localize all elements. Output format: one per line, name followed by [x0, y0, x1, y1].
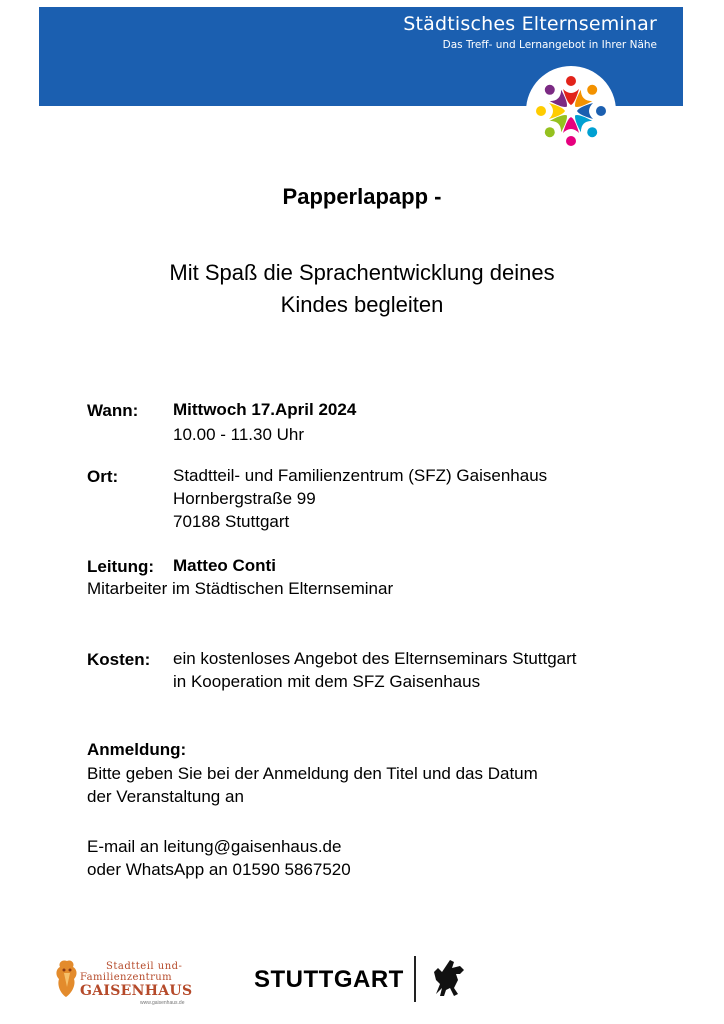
gaisenhaus-logo	[52, 955, 193, 1006]
anmeldung-line2: der Veranstaltung an	[87, 787, 244, 806]
kosten-line1: ein kostenloses Angebot des Elternseminars Stuttgart	[173, 649, 577, 668]
wann-time: 10.00 - 11.30 Uhr	[173, 425, 305, 444]
kosten-line2: in Kooperation mit dem SFZ Gaisenhaus	[173, 672, 481, 691]
stuttgart-wordmark: STUTTGART	[254, 966, 404, 993]
ort-line1: Stadtteil- und Familienzentrum (SFZ) Gaisenhaus	[173, 466, 548, 485]
anmeldung-text	[87, 762, 538, 808]
contact-whatsapp: oder WhatsApp an 01590 5867520	[87, 860, 351, 879]
elternseminar-logo-icon	[526, 66, 616, 156]
gaisenhaus-url: www.gaisenhaus.de	[140, 1000, 185, 1006]
contact-email: E-mail an leitung@gaisenhaus.de	[87, 837, 342, 856]
gaisenhaus-line2: Familienzentrum	[80, 972, 173, 983]
ort-line2: Hornbergstraße 99	[173, 489, 316, 508]
event-subtitle-line1: Mit Spaß die Sprachentwicklung deines	[169, 260, 555, 285]
kosten-label: Kosten:	[87, 650, 151, 669]
wann-date: Mittwoch 17.April 2024	[173, 400, 357, 419]
header-subtitle: Das Treff- und Lernangebot in Ihrer Nähe	[442, 39, 657, 51]
event-title: Papperlapapp -	[282, 184, 442, 209]
anmeldung-contact	[87, 835, 351, 881]
leitung-name: Matteo Conti	[173, 556, 276, 575]
ort-label: Ort:	[87, 467, 119, 486]
ort-line3: 70188 Stuttgart	[173, 512, 290, 531]
anmeldung-line1: Bitte geben Sie bei der Anmeldung den Titel und das Datum	[87, 764, 538, 783]
event-subtitle-line2: Kindes begleiten	[280, 292, 444, 317]
header-title: Städtisches Elternseminar	[403, 13, 657, 35]
gaisenhaus-line1: Stadtteil und-	[106, 961, 183, 972]
ort-details	[173, 464, 547, 533]
footer-divider	[414, 956, 416, 1002]
kosten-details	[173, 647, 577, 693]
wann-label: Wann:	[87, 401, 139, 420]
leitung-label: Leitung:	[87, 557, 155, 576]
leitung-role: Mitarbeiter im Städtischen Elternseminar	[87, 579, 394, 598]
stuttgart-horse-icon	[430, 958, 468, 1003]
wann-details	[173, 398, 356, 446]
gaisenhaus-line3: GAISENHAUS	[80, 983, 193, 999]
anmeldung-label: Anmeldung:	[87, 740, 187, 759]
event-subtitle	[0, 257, 724, 321]
gaisenhaus-goat-icon	[52, 957, 82, 1003]
